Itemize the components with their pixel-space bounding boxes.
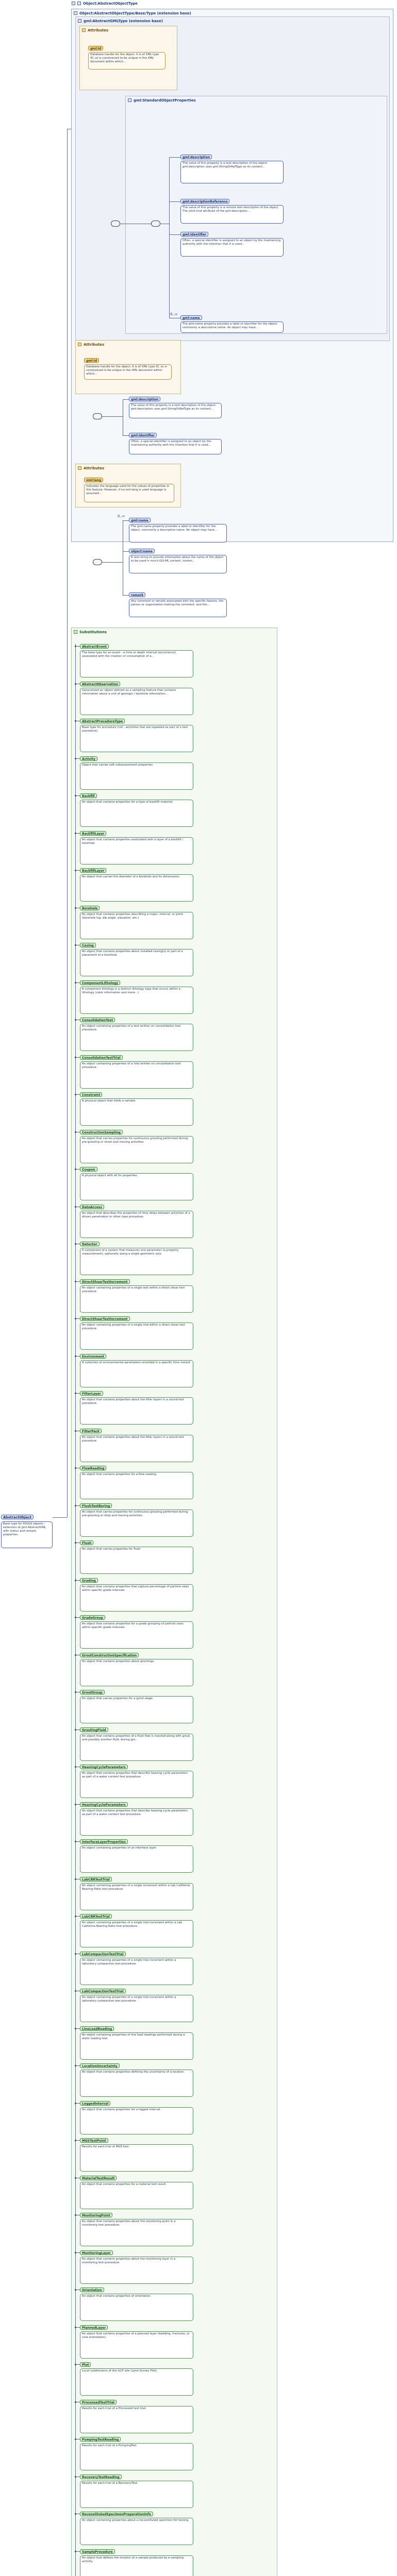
choice-connector	[151, 221, 160, 227]
group-icon	[128, 98, 131, 102]
substitution-doc: An object containing properties of a single trial increment within a Lab California Bearing Ratio test procedure.	[80, 1920, 193, 1947]
gml-description-reference-doc: The value of this property is a remote text description of the object. The xlink:href attribute of the gml:description...	[180, 205, 284, 224]
substitution-doc: An object containing properties about a reconstituted specimen for testing.	[80, 2518, 193, 2545]
substitution-branch-line	[76, 1057, 80, 1058]
substitution-doc: Generalized an object defined as a sampling feature that contains information about a unit of geologic / borehole information...	[80, 688, 193, 715]
substitution-doc: An object that contains properties defining the uncertainty of a location.	[80, 2070, 193, 2097]
substitution-doc: An object that contains properties of a fluid that is injected along with grout, and possibly another fluid, during gro...	[80, 1734, 193, 1761]
type-icon	[72, 2, 75, 5]
gml-name-doc: The gml:name property provides a label or identifier for the object, commonly a descriptive name. An object may have...	[129, 524, 227, 543]
substitution-doc: An object that contains properties about the filter layers in a sound test procedure.	[80, 1435, 193, 1462]
substitution-branch-line	[76, 1169, 80, 1170]
substitution-doc: An object that contains properties about the monitoring layer in a monitoring test procedure.	[80, 2257, 193, 2284]
substitution-doc: An object that contains properties that describe heaving cycle parameters as part of a water content test procedure.	[80, 1771, 193, 1798]
substitution-element[interactable]: DirectShearTestIncrement	[80, 1279, 130, 1284]
substitution-doc: An object that carries the diameter of a borehole and its dimensions.	[80, 874, 193, 902]
branch-line	[123, 435, 129, 436]
substitution-element[interactable]: LineLoadReading	[80, 2026, 114, 2031]
substitution-branch-line	[76, 1916, 80, 1917]
substitution-doc: An object containing properties of a trial written on consolidation test procedure.	[80, 1061, 193, 1089]
substitution-element[interactable]: InterfaceLayerProperties	[80, 1839, 128, 1844]
connector-line	[102, 562, 123, 563]
substitution-branch-line	[76, 2364, 80, 2365]
substitution-element[interactable]: Coupon	[80, 1167, 97, 1172]
substitution-branch-line	[76, 982, 80, 983]
substitution-element[interactable]: AbstractEvent	[80, 644, 109, 649]
substitution-element[interactable]: FlushTestBoring	[80, 1503, 112, 1508]
main-element-doc: Base type for DIGGS objects - extension of gml:AbstractGML with status and remark properties.	[1, 1521, 53, 1548]
type-link-line	[67, 129, 68, 1517]
substitution-branch-line	[76, 1841, 80, 1842]
substitution-element[interactable]: Backfill	[80, 793, 97, 798]
gml-id-attribute[interactable]: gml:id	[88, 46, 103, 50]
substitution-doc: Results for each trial of MGS test.	[80, 2144, 193, 2172]
substitution-element[interactable]: FilterPack	[80, 1429, 102, 1433]
substitution-element[interactable]: LabCBRTestTrial	[80, 1914, 112, 1919]
sequence-connector	[93, 413, 102, 419]
attribute-group-icon	[78, 466, 81, 470]
substitution-element[interactable]: MGSTestPoint	[80, 2138, 108, 2143]
substitution-doc: An object containing properties of a single test within a direct shear test procedure.	[80, 1285, 193, 1313]
gml-name-element[interactable]: gml:name	[129, 518, 151, 522]
branch-line	[123, 595, 129, 596]
substitution-doc: An object that contains properties for a material test result.	[80, 2182, 193, 2209]
substitution-element[interactable]: MonitoringLayer	[80, 2250, 113, 2255]
xml-lang-attribute[interactable]: xml:lang	[84, 478, 103, 482]
gml-id-attribute[interactable]: gml:id	[84, 358, 99, 363]
gml-identifier-doc: Often, a special identifier is assigned to an object by the maintaining authority with the intention that it is used...	[129, 439, 222, 454]
substitution-doc: An object that contains properties for a logged interval.	[80, 2107, 193, 2134]
substitution-doc: An object containing properties of a single increment within a Lab California Bearing Ratio test procedure.	[80, 1883, 193, 1910]
substitution-branch-line	[76, 2252, 80, 2253]
substitution-branch-line	[76, 758, 80, 759]
substitution-doc: An object that contains properties for a type of backfill material.	[80, 800, 193, 827]
substitution-branch-line	[76, 1393, 80, 1394]
substitution-element[interactable]: RecoveryTestReading	[80, 2475, 122, 2479]
object-name-element[interactable]: object:name	[129, 549, 155, 553]
substitution-element[interactable]: GroutingFluid	[80, 1727, 108, 1732]
branch-line	[123, 551, 129, 552]
substitution-element[interactable]: Grading	[80, 1578, 98, 1583]
branch-line	[123, 520, 129, 521]
substitution-element[interactable]: Flush	[80, 1540, 93, 1545]
substitution-element[interactable]: BackfillLayer	[80, 868, 106, 873]
substitution-doc: Base type for procedure (not - activities that are repeated as part of a test procedure).	[80, 725, 193, 752]
substitution-element[interactable]: HeavingCycleParameters	[80, 1765, 128, 1769]
branch-line	[123, 399, 129, 400]
substitution-branch-line	[76, 1617, 80, 1618]
substitution-doc: An object that contains properties about groutings.	[80, 1659, 193, 1686]
substitution-element[interactable]: GradeGroup	[80, 1615, 105, 1620]
substitution-element[interactable]: ProcessedTestTrial	[80, 2400, 117, 2404]
sequence-connector	[93, 559, 102, 565]
substitution-element[interactable]: Environment	[80, 1354, 106, 1359]
gml-id-doc: Database handle for the object. It is of XML type ID, so is constrained to be unique in the XML document within which...	[84, 364, 172, 380]
element-icon	[77, 2, 81, 5]
substitution-element[interactable]: BackfillLayer	[80, 831, 106, 836]
substitution-element[interactable]: DirectShearTestIncrement	[80, 1316, 130, 1321]
substitution-element[interactable]: LoggedInterval	[80, 2101, 110, 2106]
substitution-doc: An object containing properties of a single trial within a direct shear test procedure.	[80, 1323, 193, 1350]
attributes-frame	[75, 464, 181, 507]
substitution-element[interactable]: Detector	[80, 1242, 100, 1246]
gml-id-doc: Database handle for the object. It is of XML type ID, so is constrained to be unique in the XML document within which...	[88, 52, 166, 70]
substitution-element[interactable]: LabCBRTestTrial	[80, 1877, 112, 1882]
gml-name-element[interactable]: gml:name	[180, 315, 202, 320]
attributes-frame	[75, 340, 181, 394]
root-type-label: Object:AbstractObjectType	[83, 2, 138, 6]
substitution-element[interactable]: ConsolidationTest	[80, 1018, 115, 1022]
xml-lang-doc: Indicates the language used for the values of properties in this feature. However, if no xml:lang is used language is assumed...	[84, 484, 174, 502]
connector-line	[53, 1517, 67, 1518]
substitution-element[interactable]: Activity	[80, 756, 97, 761]
substitution-doc: An object that contains properties for a flow reading.	[80, 1472, 193, 1499]
substitutions-icon	[74, 630, 77, 634]
substitution-element[interactable]: Plot	[80, 2362, 91, 2367]
substitution-doc: An object that contains properties that describe heaving cycle parameters as part of a water content test procedure.	[80, 1808, 193, 1836]
substitution-doc: An object that contains properties about installed casing(s) or part of a placement of a borehole.	[80, 949, 193, 976]
substitution-branch-line	[76, 2065, 80, 2066]
substitution-element[interactable]: LabCompactionTestTrial	[80, 1989, 126, 1993]
substitution-doc: An object containing properties of a test written on consolidation test procedure.	[80, 1024, 193, 1051]
substitution-doc: An object that defines the location of a sample produced by a sampling activity.	[80, 2555, 193, 2576]
substitution-doc: Results for each trial of a PumpingTest.	[80, 2443, 193, 2470]
gml-description-element[interactable]: gml:description	[180, 155, 212, 159]
gml-name-multiplicity: 0..∞	[170, 312, 178, 316]
substitution-doc: Object that carries soft subassessment properties.	[80, 762, 193, 790]
substitution-branch-line	[76, 2140, 80, 2141]
gml-identifier-doc: Often, a special identifier is assigned to an object by the maintaining authority with the intention that it is used...	[180, 238, 284, 257]
remark-element[interactable]: remark	[129, 592, 145, 597]
substitution-element[interactable]: PumpingTestReading	[80, 2437, 121, 2442]
substitution-element[interactable]: AbstractProcedureType	[80, 719, 125, 723]
substitution-element[interactable]: MonitoringPoint	[80, 2213, 112, 2217]
substitution-doc: An object that contains properties about the monitoring point in a monitoring test procedure.	[80, 2219, 193, 2246]
substitution-doc: Results for each trial of a Processed test trial.	[80, 2406, 193, 2433]
substitution-doc: An object that contains properties of orientation.	[80, 2294, 193, 2321]
connector-line	[102, 416, 123, 417]
substitution-element[interactable]: FilterLayer	[80, 1391, 103, 1396]
substitutions-spine	[75, 644, 76, 2576]
gml-identifier-element[interactable]: gml:identifier	[180, 232, 208, 236]
attribute-group-icon	[78, 343, 81, 346]
substitution-branch-line	[76, 1580, 80, 1581]
outer-extension-label: Object:AbstractObjectType/Base/Type (extension base)	[79, 11, 191, 15]
substitution-doc: The base type for an event - a time or depth interval (occurrence) associated with the creation or consumption of a...	[80, 650, 193, 677]
sequence-connector	[111, 221, 120, 227]
gml-name-doc: The gml:name property provides a label or identifier for the object, commonly a descriptive name. An object may have...	[180, 321, 284, 333]
substitution-element[interactable]: Orientation	[80, 2287, 104, 2292]
substitution-doc: An object that contains properties associated with a layer of a backfill / borehole.	[80, 837, 193, 865]
substitution-doc: Local subdivisions of the GCP site (Land Survey Plot).	[80, 2368, 193, 2396]
object-name-doc: A text string to provide information about the name of the object to be used in much GIS-ML context, nomen...	[129, 555, 227, 573]
substitution-doc: An object that carries properties for a grout stage.	[80, 1696, 193, 1723]
attributes-label: Attributes	[84, 466, 105, 470]
substitution-branch-line	[76, 1094, 80, 1095]
substitution-doc: An object that contains properties for a grade grouping of particle sizes within specific grade intervals.	[80, 1621, 193, 1649]
substitution-doc: A collection of environmental parameters recorded in a specific time instant.	[80, 1360, 193, 1387]
substitution-doc: An object that carries properties for flush.	[80, 1547, 193, 1574]
gml-identifier-element[interactable]: gml:identifier	[129, 433, 157, 437]
substitution-element[interactable]: Casing	[80, 943, 96, 947]
substitution-element[interactable]: FlowReading	[80, 1466, 106, 1470]
gml-description-doc: The value of this property is a text description of the object. gml:description uses gml:StringOrRefType as its content...	[129, 403, 222, 418]
substitution-doc: Results for each trial of a RecoveryTest.	[80, 2481, 193, 2508]
standard-object-properties-label: gml:StandardObjectProperties	[134, 98, 196, 103]
substitution-doc: An object containing properties of a single trial increment within a laboratory compaction test procedure.	[80, 1995, 193, 2022]
substitution-doc: An object that carries properties for continuous grouting performed during pre-grouting or drop and moving activities.	[80, 1510, 193, 1537]
gml-description-doc: The value of this property is a text description of the object. gml:description uses gml:StringOrRefType as its content...	[180, 161, 284, 183]
substitution-doc: An object that contains properties that capture percentage of particle sizes within specific grade intervals.	[80, 1584, 193, 1612]
substitution-doc: A physical object with all its properties.	[80, 1173, 193, 1200]
substitution-branch-line	[76, 833, 80, 834]
substitution-doc: An object that describes the properties of time delay between activities of a driven penetration or other type procedure.	[80, 1211, 193, 1238]
substitution-element[interactable]: MaterialTestResult	[80, 2176, 117, 2180]
substitution-element[interactable]: Constraint	[80, 1092, 102, 1097]
substitution-doc: An object that carries properties for continuous grouting performed during pre-grouting or shoot and moving activities.	[80, 1136, 193, 1163]
substitution-element[interactable]: SampleProcedure	[80, 2549, 115, 2554]
substitution-doc: An object containing properties of line load readings performed during a static loading test.	[80, 2032, 193, 2060]
branch-line	[169, 201, 180, 202]
gml-description-reference-element[interactable]: gml:descriptionReference	[180, 199, 229, 204]
substitution-element[interactable]: LabCompactionTestTrial	[80, 1952, 126, 1956]
substitution-doc: A component lithology is a distinct lithology type that occurs within a lithology (color information and more...)	[80, 987, 193, 1014]
substitution-doc: An object that contains properties about the filter layers in a sound test procedure.	[80, 1397, 193, 1425]
substitution-doc: An object that contains properties describing a major, interval, or point (borehole log, dip angle, elevation, etc.)	[80, 912, 193, 939]
substitution-element[interactable]: PlannedLayer	[80, 2325, 108, 2330]
substitutions-label: Substitutions	[79, 630, 107, 634]
gml-description-element[interactable]: gml:description	[129, 397, 160, 401]
substitution-element[interactable]: GroutConstructionSpecification	[80, 1653, 139, 1657]
substitution-doc: An object containing properties of a single trial increment within a laboratory compaction test procedure.	[80, 1958, 193, 1985]
substitution-branch-line	[76, 2028, 80, 2029]
branch-line	[169, 157, 170, 318]
substitution-element[interactable]: ConstructionSampling	[80, 1130, 123, 1134]
substitution-element[interactable]: HeavingCycleParameters	[80, 1802, 128, 1807]
substitution-element[interactable]: ConsolidationTestTrial	[80, 1055, 123, 1060]
substitution-branch-line	[76, 1804, 80, 1805]
substitution-branch-line	[76, 1505, 80, 1506]
attributes-label: Attributes	[84, 343, 105, 347]
substitution-element[interactable]: AbstractObservation	[80, 682, 120, 686]
gml-name-multiplicity: 0..∞	[118, 514, 125, 518]
substitution-branch-line	[76, 795, 80, 796]
substitution-branch-line	[76, 646, 80, 647]
substitution-doc: A physical object that holds a sample.	[80, 1098, 193, 1126]
branch-line	[169, 234, 180, 235]
substitution-doc: A component of a system that measures one parameter (a property measurement), optionally along a single geometric axis.	[80, 1248, 193, 1275]
substitution-branch-line	[76, 1281, 80, 1282]
branch-line	[169, 157, 180, 158]
substitution-branch-line	[76, 2103, 80, 2104]
substitution-element[interactable]: ReconstitutedSpecimenPreparationInfo	[80, 2512, 153, 2516]
substitution-element[interactable]: Borehole	[80, 906, 100, 910]
extension-icon	[78, 19, 81, 23]
substitution-branch-line	[76, 1318, 80, 1319]
extension-icon	[74, 11, 77, 15]
attributes-frame	[79, 26, 177, 90]
attribute-group-icon	[82, 28, 86, 32]
substitution-element[interactable]: LocationUncertainty	[80, 2063, 120, 2068]
substitution-branch-line	[76, 1356, 80, 1357]
substitution-doc: An object containing properties of an interface layer.	[80, 1845, 193, 1873]
gml-extension-label: gml:AbstractGMLType (extension base)	[84, 19, 163, 23]
substitution-element[interactable]: ComponentLithology	[80, 980, 120, 985]
remark-doc: Any comment or remark associated with the specific feature, the person or organisation making the comment, and the...	[129, 599, 227, 617]
substitution-branch-line	[76, 870, 80, 871]
substitution-branch-line	[76, 2551, 80, 2552]
main-element[interactable]: AbstractObject	[1, 1515, 34, 1519]
substitution-element[interactable]: DataAccess	[80, 1205, 104, 1209]
substitution-doc: An object that contains properties of a planned layer (bedding, fractures, or core orientation).	[80, 2331, 193, 2359]
attributes-label: Attributes	[88, 28, 109, 32]
substitution-element[interactable]: GroutGroup	[80, 1690, 105, 1694]
substitution-branch-line	[76, 2327, 80, 2328]
